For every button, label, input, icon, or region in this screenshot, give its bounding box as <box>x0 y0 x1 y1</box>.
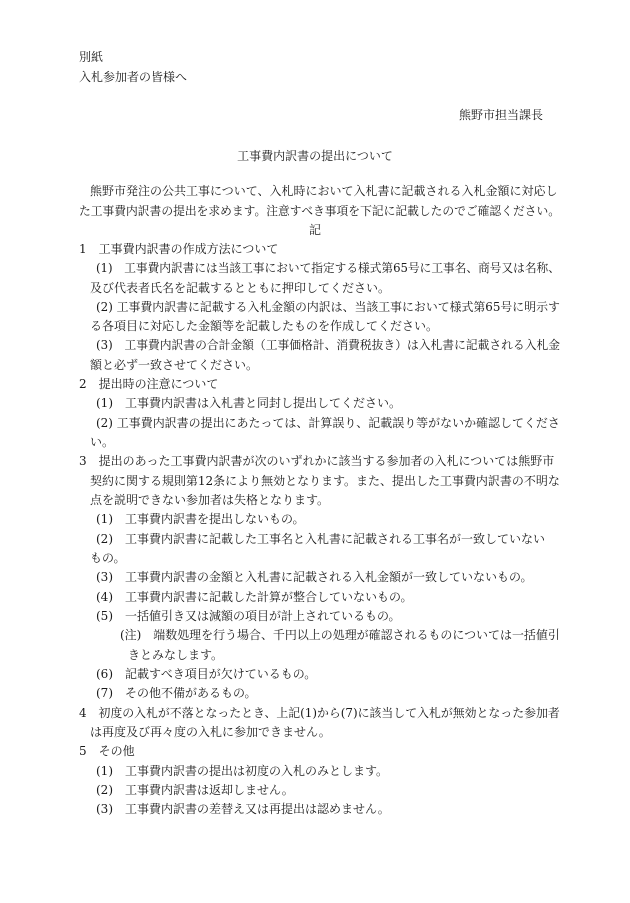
section-heading-4: 4 初度の入札が不落となったとき、上記(1)から(7)に該当して入札が無効となった参加者 <box>79 706 560 720</box>
section-heading-3: 3 提出のあった工事費内訳書が次のいずれかに該当する参加者の入札については熊野市 <box>79 454 555 468</box>
list-item: (3) 工事費内訳書の差替え又は再提出は認めません。 <box>96 802 390 816</box>
intro-line: た工事費内訳書の提出を求めます。注意すべき事項を下記に記載したのでご確認ください。 <box>79 204 560 218</box>
section-continuation: 契約に関する規則第12条により無効となります。また、提出した工事費内訳書の不明な <box>90 474 560 488</box>
list-item: (1) 工事費内訳書を提出しないもの。 <box>96 512 305 526</box>
list-item: (3) 工事費内訳書の合計金額（工事価格計、消費税抜き）は入札書に記載される入札金 <box>96 338 561 352</box>
list-item: (3) 工事費内訳書の金額と入札書に記載される入札金額が一致していないもの。 <box>96 570 533 584</box>
list-item-continuation: い。 <box>90 435 115 449</box>
section-heading-2: 2 提出時の注意について <box>79 377 219 391</box>
addressee: 入札参加者の皆様へ <box>79 70 188 84</box>
section-continuation: 点を説明できない参加者は失格となります。 <box>90 493 330 507</box>
list-item: (6) 記載すべき項目が欠けているもの。 <box>96 667 317 681</box>
attachment-label: 別紙 <box>79 50 104 64</box>
list-item-continuation: もの。 <box>90 551 126 565</box>
list-item: (2) 工事費内訳書は返却しません。 <box>96 783 294 797</box>
ki-heading: 記 <box>308 223 321 237</box>
section-heading-5: 5 その他 <box>79 744 135 758</box>
list-item: (2) 工事費内訳書の提出にあたっては、計算誤り、記載誤り等がないか確認してくださ <box>96 416 560 430</box>
list-item-continuation: 額と必ず一致させてください。 <box>90 358 259 372</box>
list-item: (2) 工事費内訳書に記載した工事名と入札書に記載される工事名が一致していない <box>96 532 546 546</box>
list-item-continuation: る各項目に対応した金額等を記載したものを作成してください。 <box>90 319 439 333</box>
list-item: (1) 工事費内訳書には当該工事において指定する様式第65号に工事名、商号又は名称、 <box>96 261 560 275</box>
sender: 熊野市担当課長 <box>458 108 543 122</box>
list-item-continuation: 及び代表者氏名を記載するとともに押印してください。 <box>90 281 391 295</box>
list-item: (2) 工事費内訳書に記載する入札金額の内訳は、当該工事において様式第65号に明示す <box>96 300 560 314</box>
list-item: (7) その他不備があるもの。 <box>96 686 257 700</box>
intro-line: 熊野市発注の公共工事について、入札時において入札書に記載される入札金額に対応し <box>90 184 558 198</box>
document-title: 工事費内訳書の提出について <box>237 149 393 163</box>
list-item: (4) 工事費内訳書に記載した計算が整合していないもの。 <box>96 590 413 604</box>
note-continuation: きとみなします。 <box>128 648 224 662</box>
list-item: (1) 工事費内訳書は入札書と同封し提出してください。 <box>96 396 402 410</box>
note-line: (注) 端数処理を行う場合、千円以上の処理が確認されるものについては一括値引 <box>120 628 560 642</box>
list-item: (5) 一括値引き又は減額の項目が計上されているもの。 <box>96 609 401 623</box>
section-heading-1: 1 工事費内訳書の作成方法について <box>79 242 279 256</box>
section-continuation: は再度及び再々度の入札に参加できません。 <box>90 725 331 739</box>
list-item: (1) 工事費内訳書の提出は初度の入札のみとします。 <box>96 764 389 778</box>
